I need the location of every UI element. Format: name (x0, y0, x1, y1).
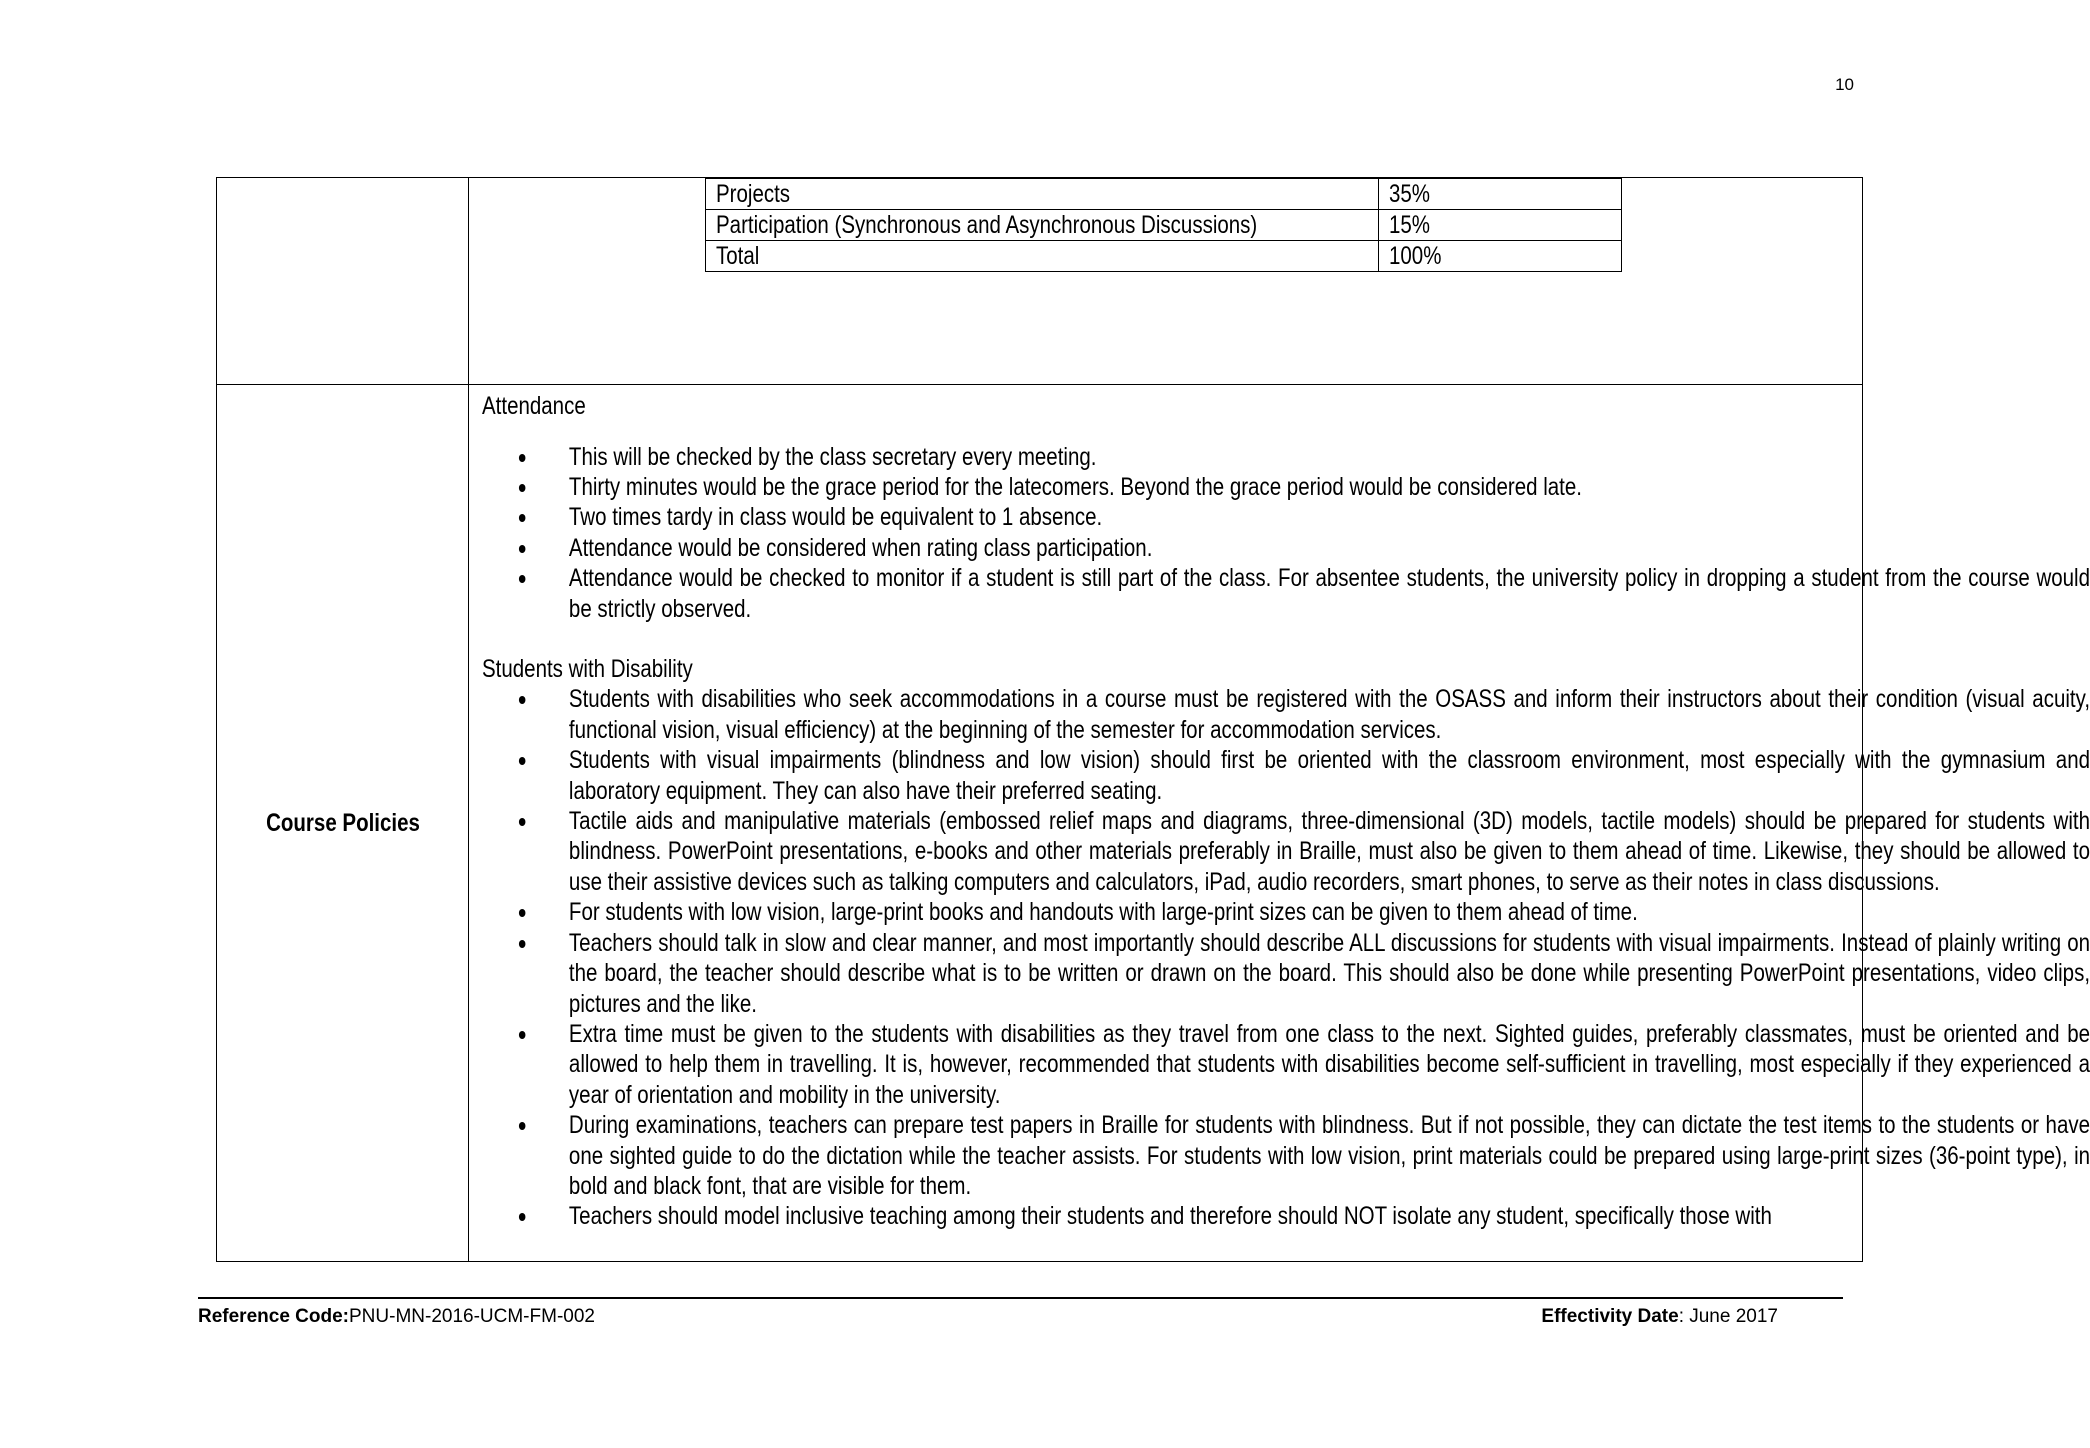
list-item: This will be checked by the class secretary every meeting. (482, 442, 2090, 472)
reference-code (198, 1306, 595, 1328)
list-item: Attendance would be considered when rating class participation. (482, 533, 2090, 563)
disability-list (482, 684, 2090, 1231)
list-item: Attendance would be checked to monitor if a student is still part of the class. For absentee students, the university policy in dropping a student from the course would be strictly observed. (482, 563, 2090, 624)
grading-weight: 35% (1379, 179, 1622, 210)
attendance-list (482, 442, 2090, 624)
reference-code-label: Reference Code: (198, 1306, 349, 1327)
footer-divider (198, 1297, 1843, 1299)
list-item: Students with disabilities who seek accommodations in a course must be registered with the OSASS and inform their instructors about their condition (visual acuity, functional vision, visual efficiency) at the beginning of the semester for accommodation services. (482, 684, 2090, 745)
grading-cell (469, 178, 1863, 385)
page-number: 10 (1835, 75, 1854, 94)
grading-table-row (706, 241, 1622, 272)
grading-weight: 15% (1379, 210, 1622, 241)
list-item: Teachers should model inclusive teaching among their students and therefore should NOT isolate any student, specifically those with (482, 1201, 2090, 1231)
grading-item: Participation (Synchronous and Asynchronous Discussions) (706, 210, 1379, 241)
course-policies-content (482, 391, 2090, 1232)
list-item: During examinations, teachers can prepare test papers in Braille for students with blindness. But if not possible, they can dictate the test items to the students or have one sighted guide to do the dictation while the teacher assists. For students with low vision, print materials could be prepared using large-print sizes (36-point type), in bold and black font, that are visible for them. (482, 1110, 2090, 1201)
grading-item: Total (706, 241, 1379, 272)
attendance-heading: Attendance (482, 392, 586, 421)
list-item: Extra time must be given to the students with disabilities as they travel from one class to the next. Sighted guides, preferably classmates, must be oriented and be allowed to help them in travelling. It is, however, recommended that students with disabilities become self-sufficient in travelling, most especially if they experienced a year of orientation and mobility in the university. (482, 1019, 2090, 1110)
list-item: For students with low vision, large-print books and handouts with large-print sizes can be given to them ahead of time. (482, 897, 2090, 927)
grading-table-row (706, 179, 1622, 210)
list-item: Thirty minutes would be the grace period for the latecomers. Beyond the grace period would be considered late. (482, 472, 2090, 502)
effectivity-date-value: : June 2017 (1678, 1306, 1778, 1327)
list-item: Tactile aids and manipulative materials (embossed relief maps and diagrams, three-dimensional (3D) models, tactile models) should be prepared for students with blindness. PowerPoint presentations, e-books and other materials preferably in Braille, must also be given to them ahead of time. Likewise, they should be allowed to use their assistive devices such as talking computers and calculators, iPad, audio recorders, smart phones, to serve as their notes in class discussions. (482, 806, 2090, 897)
list-item: Teachers should talk in slow and clear manner, and most importantly should describe ALL discussions for students with visual impairments. Instead of plainly writing on the board, the teacher should describe what is to be written or drawn on the board. This should also be done while presenting PowerPoint presentations, video clips, pictures and the like. (482, 928, 2090, 1019)
grading-item: Projects (706, 179, 1379, 210)
disability-heading: Students with Disability (482, 655, 693, 684)
grading-row (217, 178, 1863, 385)
list-item: Two times tardy in class would be equivalent to 1 absence. (482, 502, 2090, 532)
grading-system-table (705, 178, 1622, 272)
course-policies-cell (469, 385, 2090, 1262)
course-syllabus-table (216, 177, 2090, 1262)
list-item: Students with visual impairments (blindness and low vision) should first be oriented with the classroom environment, most especially with the gymnasium and laboratory equipment. They can also have their preferred seating. (482, 745, 2090, 806)
effectivity-date-label: Effectivity Date (1541, 1306, 1679, 1327)
grading-weight: 100% (1379, 241, 1622, 272)
course-policies-row (217, 385, 1863, 1262)
effectivity-date (1541, 1306, 1778, 1328)
empty-label-cell (217, 178, 469, 385)
grading-table-row (706, 210, 1622, 241)
course-policies-label: Course Policies (239, 385, 446, 1262)
reference-code-value: PNU-MN-2016-UCM-FM-002 (349, 1306, 595, 1327)
